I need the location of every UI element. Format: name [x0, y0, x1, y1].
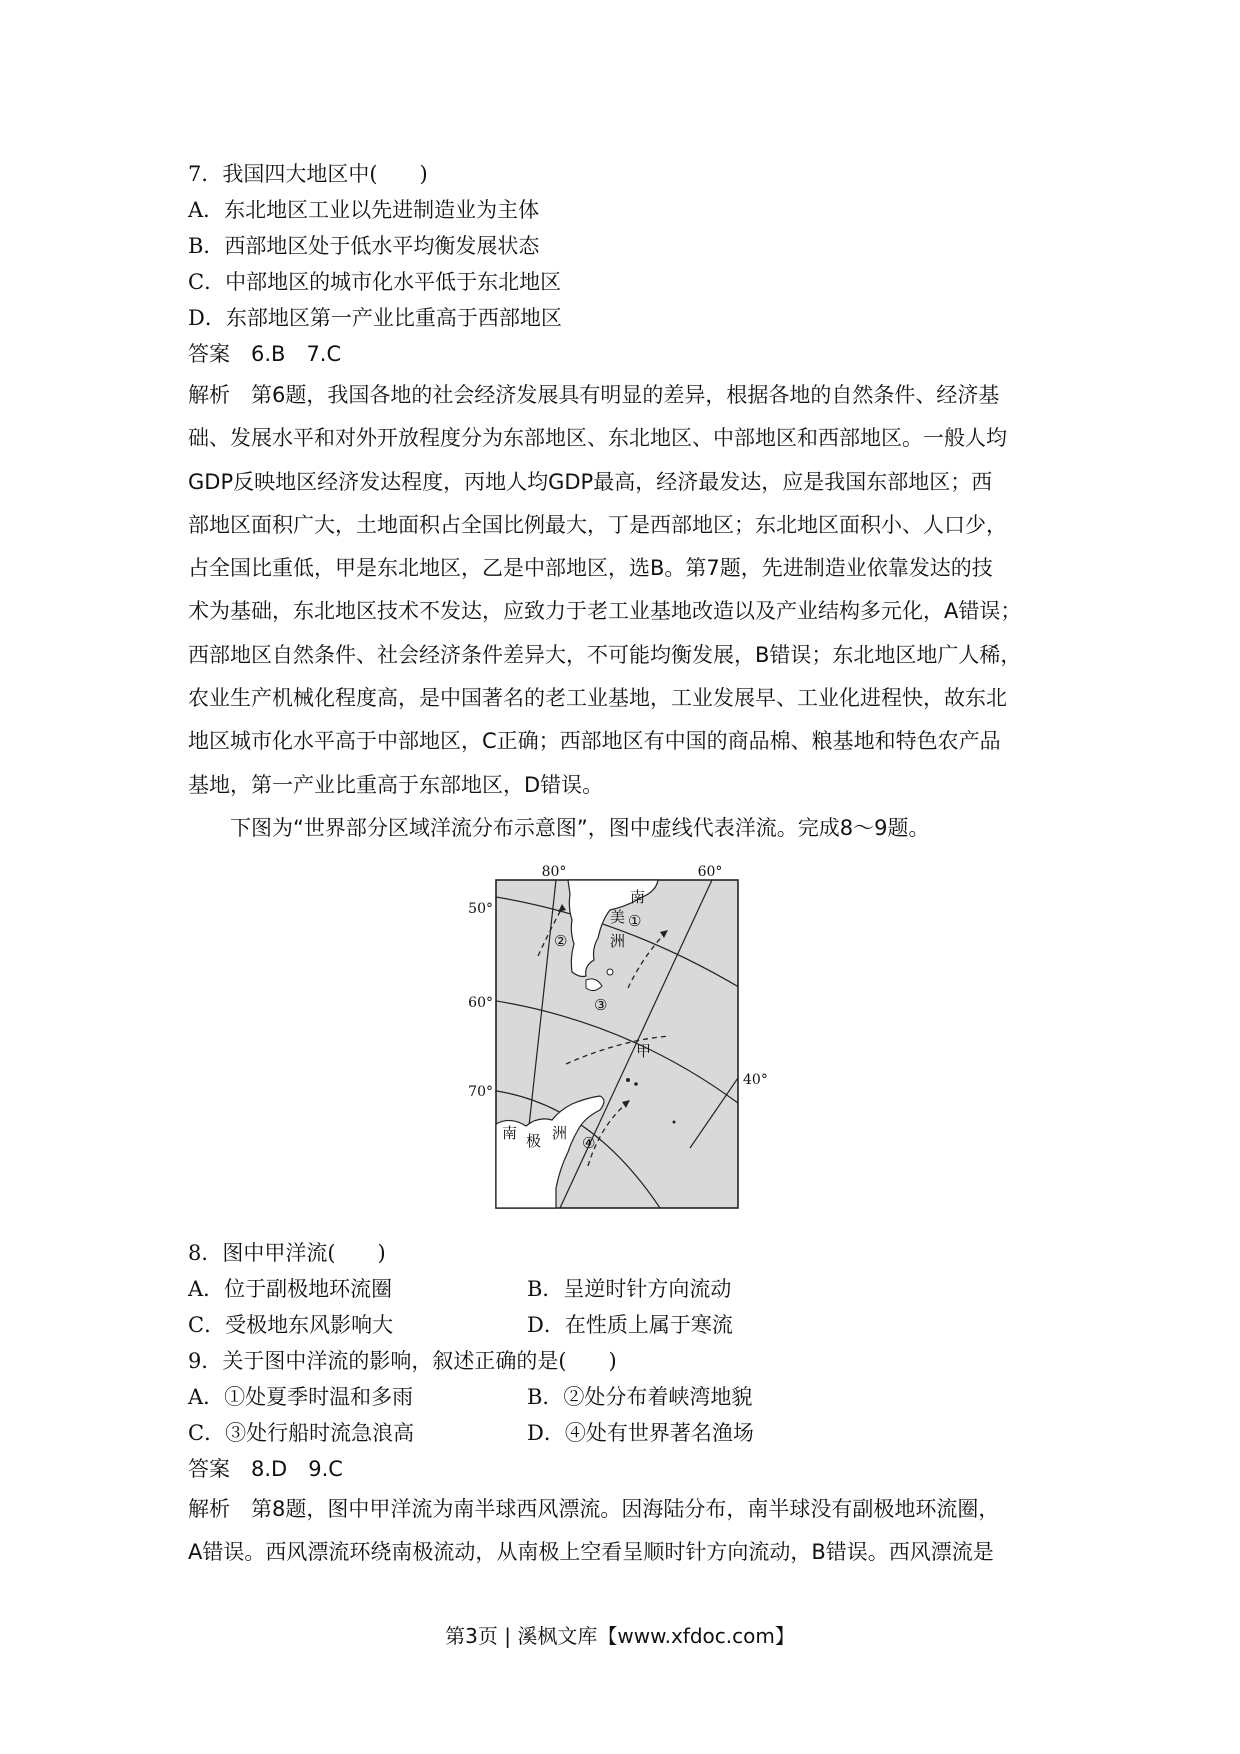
question-8-option-c: C．受极地东风影响大 — [188, 1313, 394, 1337]
analysis-line: A错误。西风漂流环绕南极流动，从南极上空看呈顺时针方向流动，B错误。西风漂流是 — [188, 1540, 994, 1565]
continent-an-char: 南 — [502, 1124, 518, 1142]
question-9-option-a: A．①处夏季时温和多雨 — [188, 1385, 414, 1409]
analysis-line: 基地，第一产业比重高于东部地区，D错误。 — [188, 772, 604, 797]
analysis-line: 地区城市化水平高于中部地区，C正确；西部地区有中国的商品棉、粮基地和特色农产品 — [188, 729, 1001, 754]
question-7-option-b: B．西部地区处于低水平均衡发展状态 — [188, 234, 540, 258]
map-intro: 下图为“世界部分区域洋流分布示意图”，图中虚线代表洋流。完成8～9题。 — [230, 816, 930, 840]
ocean-current-map — [460, 848, 780, 1212]
question-7-option-a: A．东北地区工业以先进制造业为主体 — [188, 198, 540, 222]
marker-3: ③ — [594, 996, 608, 1014]
marker-4: ④ — [582, 1134, 596, 1152]
question-8-option-a: A．位于副极地环流圈 — [188, 1277, 393, 1301]
lon-label-40: 40° — [743, 1072, 768, 1088]
continent-sa-char: 洲 — [610, 932, 626, 950]
question-9-option-c: C．③处行船时流急浪高 — [188, 1421, 415, 1445]
page-footer: 第3页 | 溪枫文库【www.xfdoc.com】 — [445, 1624, 795, 1648]
continent-sa-char: 南 — [630, 888, 646, 906]
analysis-line: 解析 第6题，我国各地的社会经济发展具有明显的差异，根据各地的自然条件、经济基 — [188, 383, 1000, 407]
lon-label-60: 60° — [697, 864, 723, 880]
question-7-stem: 7．我国四大地区中( ) — [188, 162, 428, 186]
analysis-line: 农业生产机械化程度高，是中国著名的老工业基地，工业发展早、工业化进程快，故东北 — [188, 686, 1007, 711]
marker-1: ① — [628, 912, 642, 930]
marker-2: ② — [554, 932, 568, 950]
question-8-option-d: D．在性质上属于寒流 — [527, 1313, 733, 1337]
current-label-jia: 甲 — [636, 1042, 652, 1060]
island-dot — [673, 1121, 676, 1124]
answer-6-7: 答案 6.B 7.C — [188, 342, 342, 366]
analysis-6-7 — [188, 374, 1068, 807]
question-8-option-b: B．呈逆时针方向流动 — [527, 1277, 732, 1301]
falkland-island — [607, 969, 613, 975]
analysis-line: 术为基础，东北地区技术不发达，应致力于老工业基地改造以及产业结构多元化，A错误； — [188, 599, 1022, 624]
analysis-line: GDP反映地区经济发达程度，丙地人均GDP最高，经济最发达，应是我国东部地区；西 — [188, 469, 993, 494]
island-dot — [634, 1082, 638, 1086]
lon-label-80: 80° — [541, 864, 567, 880]
analysis-line: 西部地区自然条件、社会经济条件差异大，不可能均衡发展，B错误；东北地区地广人稀， — [188, 642, 1022, 667]
island-dot — [626, 1078, 630, 1082]
analysis-line: 础、发展水平和对外开放程度分为东部地区、东北地区、中部地区和西部地区。一般人均 — [188, 426, 1007, 451]
analysis-8-9 — [188, 1488, 1068, 1575]
lat-label-70: 70° — [468, 1084, 493, 1100]
analysis-line: 解析 第8题，图中甲洋流为南半球西风漂流。因海陆分布，南半球没有副极地环流圈， — [188, 1497, 1000, 1521]
continent-sa-char: 美 — [610, 908, 626, 926]
question-7-option-c: C．中部地区的城市化水平低于东北地区 — [188, 270, 562, 294]
analysis-line: 占全国比重低，甲是东北地区，乙是中部地区，选B。第7题，先进制造业依靠发达的技 — [188, 556, 993, 581]
question-8-stem: 8．图中甲洋流( ) — [188, 1241, 386, 1265]
continent-an-char: 洲 — [552, 1124, 568, 1142]
question-7-option-d: D．东部地区第一产业比重高于西部地区 — [188, 306, 562, 330]
lat-label-60: 60° — [468, 995, 493, 1011]
continent-an-char: 极 — [526, 1132, 542, 1150]
analysis-line: 部地区面积广大，土地面积占全国比例最大，丁是西部地区；东北地区面积小、人口少， — [188, 512, 1007, 537]
answer-8-9: 答案 8.D 9.C — [188, 1457, 343, 1481]
lat-label-50: 50° — [468, 901, 493, 917]
question-9-option-d: D．④处有世界著名渔场 — [527, 1421, 754, 1445]
question-9-option-b: B．②处分布着峡湾地貌 — [527, 1385, 753, 1409]
question-9-stem: 9．关于图中洋流的影响，叙述正确的是( ) — [188, 1349, 617, 1373]
